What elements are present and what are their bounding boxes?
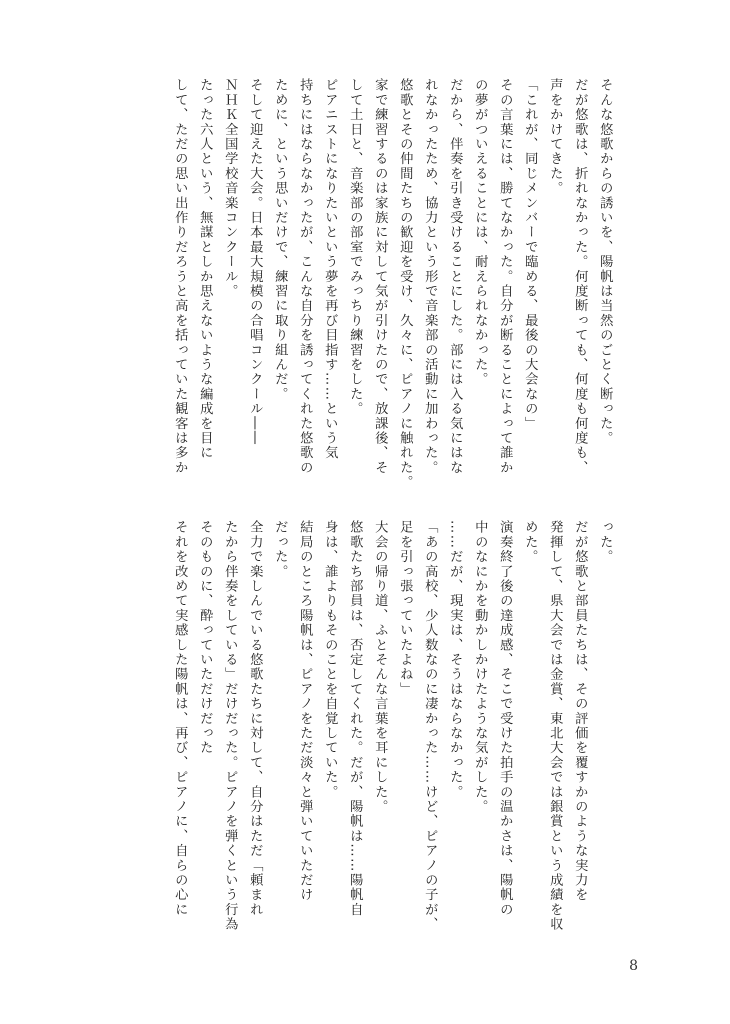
text-column: 家で練習するのは家族に対して気が引けたので、放課後、そ: [372, 78, 388, 475]
text-column: の夢がついえることには、耐えられなかった。: [472, 78, 488, 387]
text-column: 足を引っ張っていたよね」: [397, 520, 413, 697]
text-column: たから伴奏をしている」だけだった。ピアノを弾くという行為: [222, 520, 238, 932]
text-column: だから、伴奏を引き受けることにした。部には入る気にはな: [447, 78, 463, 475]
text-column: 「これが、同じメンバーで臨める、最後の大会なの」: [522, 78, 538, 431]
text-column: だが悠歌は、折れなかった。何度断っても、何度も何度も、: [572, 78, 588, 475]
text-column: それを改めて実感した陽帆は、再び、ピアノに、自らの心に: [172, 520, 188, 917]
text-column: 発揮して、県大会では金賞、東北大会では銀賞という成績を収: [547, 520, 563, 932]
text-column: れなかったため、協力という形で音楽部の活動に加わった。: [422, 78, 438, 475]
text-column: 声をかけてきた。: [547, 78, 563, 196]
page-number: 8: [629, 958, 638, 974]
text-column: 大会の帰り道、ふとそんな言葉を耳にした。: [372, 520, 388, 814]
text-column: 中のなにかを動かしかけたような気がした。: [472, 520, 488, 814]
text-column: たった六人という、無謀としか思えないような編成を目に: [197, 78, 213, 461]
text-column: 悠歌とその仲間たちの歓迎を受け、久々に、ピアノに触れた。: [397, 78, 413, 490]
text-column: ピアニストになりたいという夢を再び目指す……という気: [322, 78, 338, 461]
text-column: 悠歌たち部員は、否定してくれた。だが、陽帆は……陽帆自: [347, 520, 363, 917]
text-column: だった。: [272, 520, 288, 579]
text-column: った。: [597, 520, 613, 565]
text-column: して、ただの思い出作りだろうと高を括っていた観客は多か: [172, 78, 188, 475]
text-column: めた。: [522, 520, 538, 565]
text-column: その言葉には、勝てなかった。自分が断ることによって誰か: [497, 78, 513, 475]
text-column: ＮＨＫ全国学校音楽コンクール。: [222, 78, 238, 299]
text-column: 「あの高校、少人数なのに凄かった……けど、ピアノの子が、: [422, 520, 438, 932]
text-column: だが悠歌と部員たちは、その評価を覆すかのような実力を: [572, 520, 588, 903]
text-column: ……だが、現実は、そうはならなかった。: [447, 520, 463, 800]
text-column: して土日と、音楽部の部室でみっちり練習をした。: [347, 78, 363, 417]
text-column: 身は、誰よりもそのことを自覚していた。: [322, 520, 338, 800]
text-column: そんな悠歌からの誘いを、陽帆は当然のごとく断った。: [597, 78, 613, 446]
text-column: ために、という思いだけで、練習に取り組んだ。: [272, 78, 288, 402]
text-column: 全力で楽しんでいる悠歌たちに対して、自分はただ「頼まれ: [247, 520, 263, 917]
text-column: 演奏終了後の達成感、そこで受けた拍手の温かさは、陽帆の: [497, 520, 513, 917]
text-column: 持ちにはならなかったが、こんな自分を誘ってくれた悠歌の: [297, 78, 313, 475]
text-column: そして迎えた大会。日本最大規模の合唱コンクール――: [247, 78, 263, 446]
text-column: 結局のところ陽帆は、ピアノをただ淡々と弾いていただけ: [297, 520, 313, 903]
text-column: そのものに、酔っていただけだった: [197, 520, 213, 756]
